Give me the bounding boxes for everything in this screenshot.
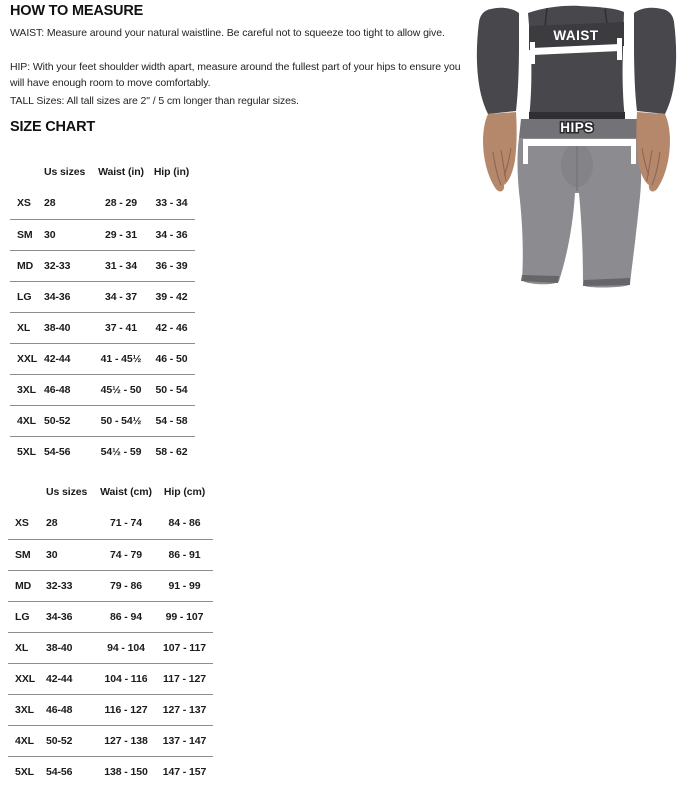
waist-cell: 37 - 41 [94, 312, 148, 343]
header-row [8, 476, 213, 508]
right-hand [636, 112, 670, 192]
table-row [8, 663, 213, 694]
table-row [8, 632, 213, 663]
hip-cell: 54 - 58 [148, 405, 195, 436]
left-sleeve-shape [477, 8, 519, 114]
us-size-cell: 38-40 [44, 312, 94, 343]
table-row [10, 219, 195, 250]
waist-cell: 86 - 94 [96, 601, 156, 632]
waist-cell: 41 - 45½ [94, 343, 148, 374]
hips-label: HIPS [560, 120, 594, 135]
hip-cell: 86 - 91 [156, 539, 213, 570]
hip-cell: 36 - 39 [148, 250, 195, 281]
hip-cell: 46 - 50 [148, 343, 195, 374]
column-header [8, 476, 46, 508]
us-size-cell: 46-48 [46, 694, 96, 725]
table-row [10, 343, 195, 374]
table-row [8, 570, 213, 601]
us-size-cell: 28 [44, 188, 94, 219]
size-label-cell: LG [8, 601, 46, 632]
shirt-hem [529, 112, 625, 119]
size-label-cell: MD [8, 570, 46, 601]
waist-cell: 71 - 74 [96, 508, 156, 539]
waist-cell: 54½ - 59 [100, 445, 142, 458]
hip-cell: 91 - 99 [156, 570, 213, 601]
waist-cell: 116 - 127 [96, 694, 156, 725]
hip-cell: 39 - 42 [148, 281, 195, 312]
us-size-cell: 50-52 [44, 405, 94, 436]
waist-label: WAIST [553, 28, 599, 43]
size-label-cell: 3XL [8, 694, 46, 725]
size-label-cell: 3XL [10, 374, 44, 405]
us-size-cell: 32-33 [46, 570, 96, 601]
hip-line-right-tick [631, 139, 636, 164]
table-row [10, 436, 195, 467]
table-row [8, 539, 213, 570]
waist-cell: 94 - 104 [96, 632, 156, 663]
hip-cell: 117 - 127 [156, 663, 213, 694]
hip-cell: 137 - 147 [156, 725, 213, 756]
table-row [8, 694, 213, 725]
waist-cell: 31 - 34 [94, 250, 148, 281]
waist-cell: 74 - 79 [96, 539, 156, 570]
us-size-cell: 50-52 [46, 725, 96, 756]
waist-cell: 29 - 31 [94, 219, 148, 250]
waist-cell: 45½ - 50 [94, 374, 148, 405]
waist-cell: 127 - 138 [96, 725, 156, 756]
table-row [10, 405, 195, 436]
us-size-cell: 32-33 [44, 250, 94, 281]
column-header: Waist (in) [98, 166, 144, 178]
size-label-cell: XL [8, 632, 46, 663]
waist-instruction: WAIST: Measure around your natural waistline. Be careful not to squeeze too tight to allow give. [10, 27, 445, 39]
hip-line-left-tick [523, 139, 528, 164]
hip-cell: 84 - 86 [156, 508, 213, 539]
column-header: Us sizes [44, 166, 86, 178]
size-label-cell: MD [10, 250, 44, 281]
table-row [10, 188, 195, 219]
column-header: Us sizes [46, 486, 88, 498]
size-label-cell: LG [10, 281, 44, 312]
size-label-cell: XXL [10, 343, 44, 374]
size-chart-title: SIZE CHART [10, 119, 96, 135]
hip-cell: 42 - 46 [148, 312, 195, 343]
size-label-cell: XS [8, 508, 46, 539]
size-label-cell: 4XL [8, 725, 46, 756]
waist-cell: 50 - 54½ [94, 405, 148, 436]
size-label-cell: SM [8, 539, 46, 570]
hip-measure-line [523, 139, 636, 146]
size-label-cell: XXL [8, 663, 46, 694]
hip-cell: 58 - 62 [155, 445, 188, 458]
size-label-cell: SM [10, 219, 44, 250]
column-header: Waist (cm) [100, 486, 152, 498]
right-sleeve-shape [634, 8, 676, 114]
hip-cell: 99 - 107 [156, 601, 213, 632]
column-header: Hip (in) [153, 166, 190, 178]
hip-instruction: HIP: With your feet shoulder width apart, measure around the fullest part of your hips to ensure you will have enough room to move comfortably. [10, 61, 461, 89]
waist-cell: 104 - 116 [96, 663, 156, 694]
table-row [10, 250, 195, 281]
us-size-cell: 34-36 [44, 281, 94, 312]
waist-line-left-tick [530, 42, 535, 64]
hip-cell: 127 - 137 [156, 694, 213, 725]
us-size-cell: 54-56 [46, 765, 73, 778]
size-label-cell: 5XL [15, 765, 34, 778]
us-size-cell: 38-40 [46, 632, 96, 663]
us-size-cell: 30 [46, 539, 96, 570]
table-row [10, 374, 195, 405]
us-size-cell: 54-56 [44, 445, 71, 458]
column-header [10, 156, 44, 188]
waist-cell: 79 - 86 [96, 570, 156, 601]
waist-cell: 138 - 150 [104, 765, 148, 778]
how-to-measure-title: HOW TO MEASURE [10, 3, 144, 19]
hip-cell: 50 - 54 [148, 374, 195, 405]
waist-cell: 28 - 29 [94, 188, 148, 219]
table-row [10, 312, 195, 343]
waist-cell: 34 - 37 [94, 281, 148, 312]
table-row [8, 756, 213, 787]
hip-cell: 34 - 36 [148, 219, 195, 250]
size-table-inches [10, 156, 195, 467]
us-size-cell: 42-44 [44, 343, 94, 374]
waist-line-right-tick [617, 38, 622, 60]
us-size-cell: 28 [46, 508, 96, 539]
us-size-cell: 46-48 [44, 374, 94, 405]
size-label-cell: XL [10, 312, 44, 343]
size-label-cell: 4XL [10, 405, 44, 436]
header-row [10, 156, 195, 188]
hip-cell: 33 - 34 [148, 188, 195, 219]
us-size-cell: 42-44 [46, 663, 96, 694]
column-header: Hip (cm) [163, 486, 206, 498]
table-row [8, 725, 213, 756]
hip-cell: 107 - 117 [156, 632, 213, 663]
us-size-cell: 30 [44, 219, 94, 250]
size-table-cm [8, 476, 213, 787]
measurement-figure [455, 0, 687, 295]
hip-cell: 147 - 157 [162, 765, 207, 778]
left-hand [483, 112, 517, 192]
tall-sizes-note: TALL Sizes: All tall sizes are 2" / 5 cm longer than regular sizes. [10, 95, 299, 107]
table-row [10, 281, 195, 312]
size-label-cell: XS [10, 188, 44, 219]
table-row [8, 508, 213, 539]
size-label-cell: 5XL [17, 445, 36, 458]
table-row [8, 601, 213, 632]
us-size-cell: 34-36 [46, 601, 96, 632]
